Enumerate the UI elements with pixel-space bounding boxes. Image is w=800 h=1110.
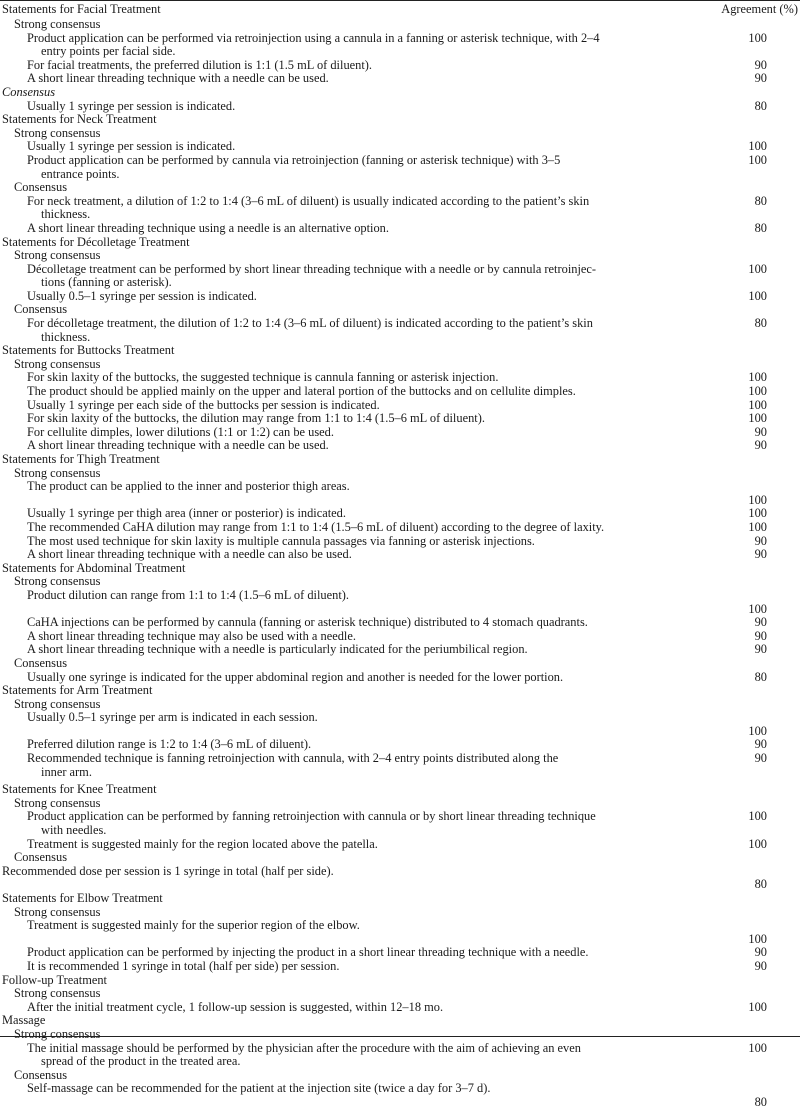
agreement-value: 90 [754,615,767,630]
agreement-value [700,344,800,358]
statement-text-continuation: entry points per facial side. [41,44,176,59]
statement-text: Strong consensus [14,17,101,31]
statement-text: Statements for Thigh Treatment [2,452,160,466]
agreement-value: 100 [748,519,767,534]
statement-text: Strong consensus [14,465,101,480]
top-rule [0,0,800,1]
statement-row [0,371,800,385]
agreement-value [700,684,800,698]
agreement-value: 100 [748,601,767,616]
row-text [0,906,700,920]
statement-row [0,32,800,59]
agreement-value [700,18,800,32]
row-text [0,399,700,413]
table-body [0,18,800,1110]
row-text [0,548,700,562]
row-text [0,59,700,73]
statement-row [0,616,800,630]
agreement-value: 100 [748,809,767,824]
agreement-value [700,783,800,797]
statement-text: Statements for Neck Treatment [2,112,157,127]
row-text [0,851,700,865]
statement-row [0,399,800,413]
row-text [0,616,700,630]
agreement-value [700,127,800,141]
agreement-value: 100 [748,411,767,426]
agreement-value: 90 [754,547,767,562]
statement-row [0,154,800,181]
row-text [0,412,700,426]
consensus-group-row [0,987,800,1001]
row-text [0,684,700,698]
agreement-value: 90 [754,751,767,766]
agreement-value: 90 [754,737,767,752]
agreement-value: 100 [748,723,767,738]
statement-text-continuation: thickness. [41,329,91,344]
consensus-group-row [0,698,800,712]
statement-row [0,426,800,440]
statement-text-continuation: tions (fanning or asterisk). [41,275,172,290]
statement-row [0,1042,800,1069]
row-text [0,480,700,507]
statement-text: Strong consensus [14,904,101,919]
statement-text-continuation: entrance points. [41,166,120,181]
statement-text: Strong consensus [14,986,101,1001]
statement-row [0,140,800,154]
row-text [0,18,700,32]
statement-text: Massage [2,1013,46,1028]
statement-text: Statements for Arm Treatment [2,683,153,698]
agreement-value [700,86,800,100]
statement-row [0,589,800,616]
statement-text-continuation: spread of the product in the treated area. [41,1054,241,1069]
statement-text: For neck treatment, a dilution of 1:2 to 1:4 (3–6 mL of diluent) is usually indicated according to the patient’s skin [27,193,590,208]
statement-row [0,100,800,114]
statement-text: Product application can be performed via retroinjection using a cannula in a fanning or asterisk technique, with 2–4 [27,30,600,45]
statement-row [0,960,800,974]
statement-row [0,480,800,507]
row-text [0,892,700,906]
consensus-group-row [0,575,800,589]
statement-row [0,507,800,521]
row-text [0,249,700,263]
statement-text: Treatment is suggested mainly for the region located above the patella. [27,836,378,851]
statement-text: After the initial treatment cycle, 1 follow-up session is suggested, within 12–18 mo. [27,999,444,1014]
statement-row [0,412,800,426]
agreement-value: 90 [754,438,767,453]
statement-text: CaHA injections can be performed by cannula (fanning or asterisk technique) distributed to 4 stomach quadrants. [27,615,588,630]
consensus-group-row [0,249,800,263]
consensus-group-row [0,1069,800,1083]
agreement-value: 80 [754,220,767,235]
statement-text: Statements for Abdominal Treatment [2,560,186,575]
agreement-value: 90 [754,57,767,72]
statement-text: For facial treatments, the preferred dilution is 1:1 (1.5 mL of diluent). [27,57,373,72]
row-text [0,1001,700,1015]
row-text [0,72,700,86]
row-text [0,535,700,549]
row-text [0,589,700,616]
statement-text: A short linear threading technique may also be used with a needle. [27,628,356,643]
section-heading-row [0,113,800,127]
agreement-value: 90 [754,424,767,439]
statement-text: The product should be applied mainly on the upper and lateral portion of the buttocks and on cellulite dimples. [27,384,576,399]
row-text [0,657,700,671]
statement-row [0,630,800,644]
row-text [0,290,700,304]
row-text [0,974,700,988]
row-text [0,810,700,837]
statement-text: A short linear threading technique with a needle can be used. [27,438,329,453]
statement-text: Follow-up Treatment [2,972,107,987]
statement-row [0,919,800,946]
statement-text: Strong consensus [14,795,101,810]
agreement-value [700,467,800,481]
row-text [0,140,700,154]
statement-text: Consensus [14,850,68,865]
statement-row [0,643,800,657]
row-text [0,181,700,195]
row-text [0,317,700,344]
statement-text-continuation: thickness. [41,207,91,222]
row-text [0,1042,700,1069]
statement-text: Consensus [14,1067,68,1082]
statement-row [0,738,800,752]
agreement-value [700,453,800,467]
row-text [0,344,700,358]
statement-text: Strong consensus [14,248,101,263]
statement-row [0,671,800,685]
agreement-value [700,236,800,250]
statement-row [0,838,800,852]
agreement-value: 80 [754,98,767,113]
agreement-value: 90 [754,71,767,86]
row-text [0,521,700,535]
row-text [0,630,700,644]
statement-text: Usually 0.5–1 syringe per arm is indicated in each session. [27,710,318,725]
statement-text: For décolletage treatment, the dilution of 1:2 to 1:4 (3–6 mL of diluent) is indicated according to the patient’s skin [27,316,593,331]
consensus-group-row [0,127,800,141]
agreement-value: 90 [754,628,767,643]
statement-row [0,535,800,549]
statement-text: Statements for Knee Treatment [2,782,157,797]
row-text [0,371,700,385]
section-heading-row [0,562,800,576]
statement-text: For skin laxity of the buttocks, the suggested technique is cannula fanning or asterisk injection. [27,370,499,385]
statement-text: A short linear threading technique using a needle is an alternative option. [27,220,389,235]
consensus-group-row [0,181,800,195]
agreement-value: 90 [754,642,767,657]
row-text [0,507,700,521]
section-heading-row [0,453,800,467]
row-text [0,263,700,290]
statement-row [0,1082,800,1109]
statement-row [0,865,800,892]
statement-text: Usually 1 syringe per session is indicated. [27,139,236,154]
agreement-value: 100 [748,492,767,507]
row-text [0,86,700,100]
row-text [0,987,700,1001]
section-heading-row [0,783,800,797]
statement-text-continuation: inner arm. [41,764,92,779]
statement-row [0,521,800,535]
consensus-group-row [0,851,800,865]
agreement-value [700,1069,800,1083]
consensus-group-row [0,657,800,671]
statement-row [0,222,800,236]
section-heading-row [0,236,800,250]
row-text [0,711,700,738]
agreement-value [700,987,800,1001]
agreement-value [700,657,800,671]
statement-text: Statements for Elbow Treatment [2,891,163,905]
agreement-value [700,562,800,576]
statement-text: The initial massage should be performed by the physician after the procedure with the aim of achieving an even [27,1040,581,1055]
statement-text: The most used technique for skin laxity is multiple cannula passages via fanning or asterisk injections. [27,533,535,548]
agreement-value: 100 [748,30,767,45]
row-text [0,385,700,399]
statement-row [0,1001,800,1015]
section-heading-row [0,344,800,358]
statement-text: Usually 1 syringe per thigh area (inner or posterior) is indicated. [27,506,346,521]
agreement-value: 100 [748,152,767,167]
row-text [0,960,700,974]
agreement-value: 90 [754,958,767,973]
row-text [0,195,700,222]
statement-text-continuation: with needles. [41,823,107,838]
row-text [0,865,700,892]
agreement-value: 80 [754,877,767,892]
row-text [0,1082,700,1109]
agreement-value [700,698,800,712]
row-text [0,222,700,236]
agreement-value: 100 [748,836,767,851]
statement-row [0,946,800,960]
statement-text: Product application can be performed by fanning retroinjection with cannula or by short linear threading technique [27,809,596,824]
agreement-value: 100 [748,288,767,303]
row-text [0,303,700,317]
agreement-value [700,358,800,372]
consensus-group-row [0,906,800,920]
consensus-group-row [0,303,800,317]
statement-row [0,810,800,837]
statement-text: Consensus [14,655,68,670]
row-text [0,698,700,712]
row-text [0,467,700,481]
statement-row [0,263,800,290]
statement-row [0,195,800,222]
agreement-value [700,249,800,263]
statement-text: Usually 1 syringe per each side of the buttocks per session is indicated. [27,397,380,412]
statement-row [0,385,800,399]
agreement-value: 90 [754,945,767,960]
statement-text: The recommended CaHA dilution may range from 1:1 to 1:4 (1.5–6 mL of diluent) according to the degree of laxity. [27,519,605,534]
agreement-value [700,892,800,906]
row-text [0,1028,700,1042]
statement-text: Usually one syringe is indicated for the upper abdominal region and another is needed for the lower portion. [27,669,564,684]
header-statement: Statements for Facial Treatment [2,2,161,17]
row-text [0,838,700,852]
agreement-value [700,1014,800,1028]
header-agreement: Agreement (%) [721,2,798,17]
agreement-value [700,974,800,988]
row-text [0,1014,700,1028]
statement-text: Consensus [14,180,68,195]
agreement-value: 100 [748,397,767,412]
statement-text: Strong consensus [14,696,101,711]
statement-text: Usually 0.5–1 syringe per session is indicated. [27,288,257,303]
statement-text: Consensus [14,302,68,317]
statement-text: Self-massage can be recommended for the patient at the injection site (twice a day for 3–7 d). [27,1081,491,1096]
row-text [0,562,700,576]
agreement-value: 100 [748,261,767,276]
consensus-group-row [0,18,800,32]
agreement-value: 100 [748,999,767,1014]
agreement-value [700,575,800,589]
row-text [0,236,700,250]
agreement-value [700,906,800,920]
consensus-group-row [0,467,800,481]
statement-text: A short linear threading technique with a needle can also be used. [27,547,352,562]
agreement-value [700,113,800,127]
agreement-value: 100 [748,370,767,385]
statement-text: Preferred dilution range is 1:2 to 1:4 (3–6 mL of diluent). [27,737,312,752]
agreement-value [700,797,800,811]
consensus-group-row [0,86,800,100]
agreement-value: 100 [748,506,767,521]
agreement-value: 100 [748,139,767,154]
statement-row [0,59,800,73]
agreement-value: 90 [754,533,767,548]
section-heading-row [0,684,800,698]
row-text [0,797,700,811]
row-text [0,738,700,752]
agreement-value: 80 [754,1094,767,1109]
row-text [0,919,700,946]
statement-text: Usually 1 syringe per session is indicated. [27,98,236,113]
statement-row [0,290,800,304]
table-header [0,2,800,18]
row-text [0,127,700,141]
agreement-value: 80 [754,316,767,331]
row-text [0,439,700,453]
consensus-group-row [0,797,800,811]
consensus-group-row [0,358,800,372]
statement-row [0,317,800,344]
statement-text: Recommended dose per session is 1 syringe in total (half per side). [2,863,334,878]
row-text [0,453,700,467]
statement-text: A short linear threading technique with a needle is particularly indicated for the periumbilical region. [27,642,528,657]
agreement-value: 100 [748,931,767,946]
statement-row [0,439,800,453]
row-text [0,358,700,372]
statement-row [0,711,800,738]
statement-text: Product application can be performed by injecting the product in a short linear threading technique with a needle. [27,945,589,960]
statement-text: Recommended technique is fanning retroinjection with cannula, with 2–4 entry points distributed along the [27,751,559,766]
row-text [0,1069,700,1083]
row-text [0,113,700,127]
statement-row [0,548,800,562]
statement-text: For skin laxity of the buttocks, the dilution may range from 1:1 to 1:4 (1.5–6 mL of diluent). [27,411,485,426]
statement-text: Consensus [2,84,56,99]
statement-text: A short linear threading technique with a needle can be used. [27,71,329,86]
statement-text: Statements for Décolletage Treatment [2,234,190,249]
statement-text: Strong consensus [14,356,101,371]
consensus-group-row [0,1028,800,1042]
row-text [0,426,700,440]
row-text [0,100,700,114]
statement-text: Strong consensus [14,125,101,140]
row-text [0,752,700,779]
statement-row [0,72,800,86]
agreement-value [700,303,800,317]
agreement-value [700,181,800,195]
row-text [0,32,700,59]
section-heading-row [0,1014,800,1028]
row-text [0,671,700,685]
statement-text: Strong consensus [14,574,101,589]
statement-row [0,752,800,779]
statement-text: The product can be applied to the inner and posterior thigh areas. [27,479,350,494]
statement-text: Décolletage treatment can be performed by short linear threading technique with a needle or by cannula retroinjec- [27,261,597,276]
row-text [0,643,700,657]
row-text [0,575,700,589]
row-text [0,783,700,797]
agreement-value: 100 [748,1040,767,1055]
agreement-value: 80 [754,193,767,208]
agreement-value: 100 [748,384,767,399]
section-heading-row [0,892,800,906]
row-text [0,946,700,960]
statement-text: For cellulite dimples, lower dilutions (1:1 or 1:2) can be used. [27,424,334,439]
agreement-value [700,851,800,865]
agreement-value: 80 [754,669,767,684]
statement-text: Product application can be performed by cannula via retroinjection (fanning or asterisk technique) with 3–5 [27,152,561,167]
statement-text: Statements for Buttocks Treatment [2,343,175,358]
section-heading-row [0,974,800,988]
agreement-value [700,1028,800,1042]
statement-text: Treatment is suggested mainly for the superior region of the elbow. [27,918,360,933]
row-text [0,154,700,181]
statement-text: Product dilution can range from 1:1 to 1:4 (1.5–6 mL of diluent). [27,587,349,602]
statement-text: It is recommended 1 syringe in total (half per side) per session. [27,958,340,973]
statement-text: Strong consensus [14,1026,101,1041]
